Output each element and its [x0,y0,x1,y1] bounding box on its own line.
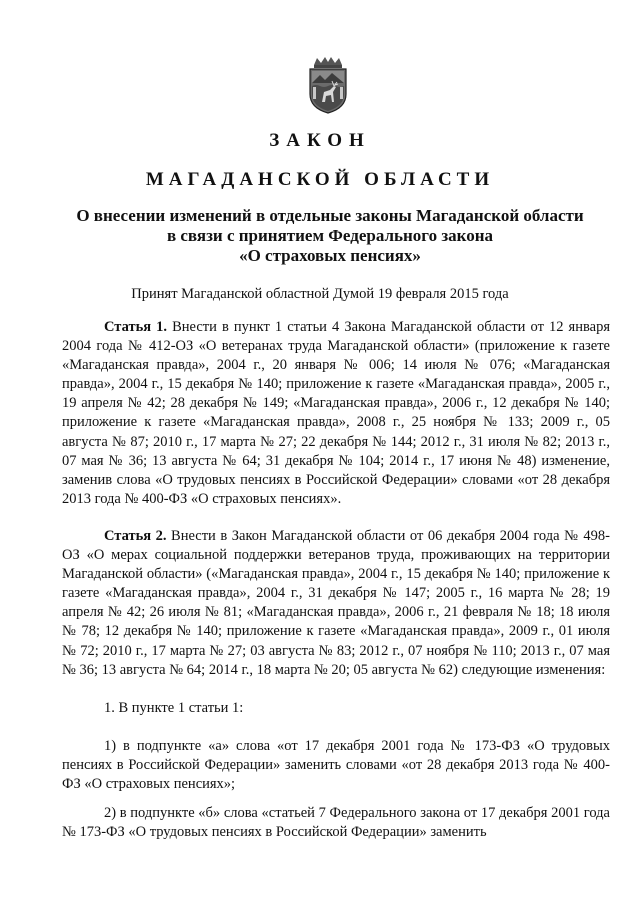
adoption-note: Принят Магаданской областной Думой 19 февраля 2015 года [131,286,509,302]
article-1-text: Внести в пункт 1 статьи 4 Закона Магаданской области от 12 января 2004 года № 412-ОЗ «О ветеранах труда Магаданской области» (приложение к газете «Магаданская правда», 2004 г., 20 января № 006; 14 июля № 076; «Магаданская правда», 2004 г., 15 декабря № 140; приложение к газете «Магаданская правда», 2005 г., 19 апреля № 42; 28 декабря № 149; «Магаданская правда», 2006 г., 12 декабря № 140; приложение к газете «Магаданская правда», 2008 г., 25 ноября № 133; 2009 г., 05 августа № 87; 2010 г., 17 марта № 27; 22 декабря № 144; 2012 г., 31 июля № 82; 2013 г., 07 мая № 36; 13 августа № 64; 31 декабря № 104; 2014 г., 17 июня № 48) изменение, заменив слова «О трудовых пенсиях в Российской Федерации» словами «от 28 декабря 2013 года № 400-ФЗ «О страховых пенсиях». [62,319,610,507]
law-title-line: «О страховых пенсиях» [239,246,421,265]
law-title [40,206,620,266]
article-1-paragraph [62,318,610,509]
subitem-1-paragraph: 1) в подпункте «а» слова «от 17 декабря 2001 года № 173-ФЗ «О трудовых пенсиях в Российской Федерации» заменить словами «от 28 декабря 2013 года № 400-ФЗ «О страховых пенсиях»; [62,738,610,793]
article-1-label: Статья 1. [104,319,168,335]
region-heading: МАГАДАНСКОЙ ОБЛАСТИ [145,169,495,190]
law-title-line: О внесении изменений в отдельные законы Магаданской области [76,206,584,225]
item-1-paragraph: 1. В пункте 1 статьи 1: [104,700,244,716]
article-2-label: Статья 2. [104,528,167,544]
magadan-coat-of-arms-icon [303,56,353,114]
document-type-heading: ЗАКОН [269,130,371,151]
article-2-paragraph [62,527,610,680]
subitem-2-paragraph: 2) в подпункте «б» слова «статьей 7 Федерального закона от 17 декабря 2001 года № 173-ФЗ «О трудовых пенсиях в Российской Федерации» заменить [62,805,610,841]
article-2-text: Внести в Закон Магаданской области от 06 декабря 2004 года № 498-ОЗ «О мерах социальной поддержки ветеранов труда, проживающих на территории Магаданской области» («Магаданская правда», 2004 г., 15 декабря № 140; приложение к газете «Магаданская правда», 2004 г., 31 декабря № 147; 2005 г., 16 марта № 28; 19 апреля № 42; 26 июля № 81; «Магаданская правда», 2006 г., 21 февраля № 18; 18 июля № 78; 12 декабря № 140; приложение к газете «Магаданская правда», 2009 г., 01 июля № 72; 2010 г., 17 марта № 27; 03 августа № 83; 2012 г., 07 ноября № 110; 2013 г., 07 мая № 36; 13 августа № 64; 2014 г., 18 марта № 20; 05 августа № 62) следующие изменения: [62,528,611,678]
law-title-line: в связи с принятием Федерального закона [166,226,494,245]
